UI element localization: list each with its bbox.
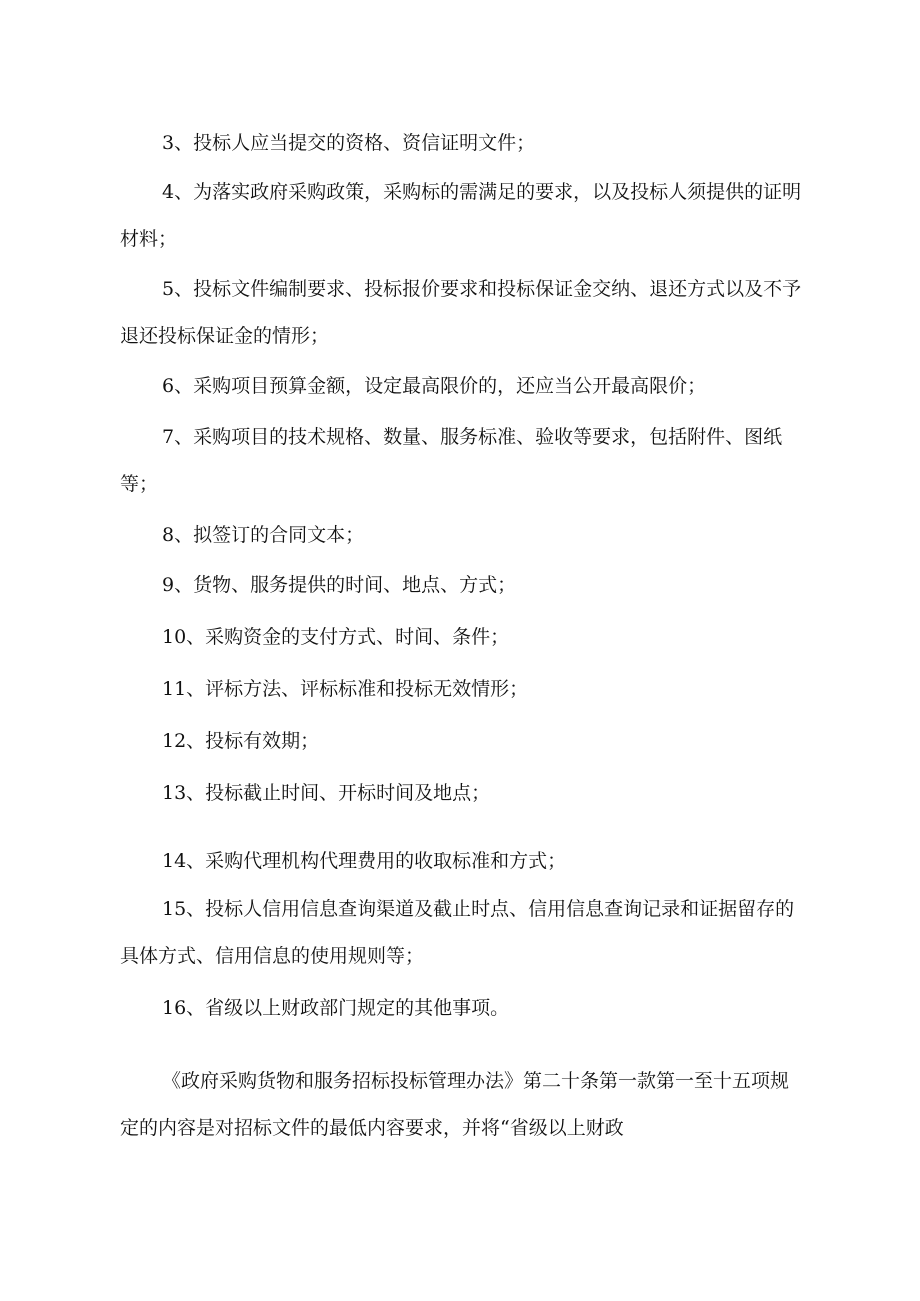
list-item-8: 8、拟签订的合同文本； bbox=[162, 524, 365, 546]
list-item-16: 16、省级以上财政部门规定的其他事项。 bbox=[162, 997, 510, 1019]
list-item-4: 4、为落实政府采购政策，采购标的需满足的要求，以及投标人须提供的证明材料； bbox=[120, 181, 802, 250]
list-item-14: 14、采购代理机构代理费用的收取标准和方式； bbox=[162, 850, 567, 872]
list-item-5: 5、投标文件编制要求、投标报价要求和投标保证金交纳、退还方式以及不予退还投标保证金的情形； bbox=[120, 278, 802, 347]
list-item-13: 13、投标截止时间、开标时间及地点； bbox=[162, 782, 491, 804]
list-item-7: 7、采购项目的技术规格、数量、服务标准、验收等要求，包括附件、图纸等； bbox=[120, 426, 783, 495]
list-item-3: 3、投标人应当提交的资格、资信证明文件； bbox=[162, 132, 536, 154]
list-item-9: 9、货物、服务提供的时间、地点、方式； bbox=[162, 574, 517, 596]
closing-paragraph: 《政府采购货物和服务招标投标管理办法》第二十条第一款第一至十五项规定的内容是对招标文件的最低内容要求，并将“省级以上财政 bbox=[120, 1070, 790, 1139]
list-item-10: 10、采购资金的支付方式、时间、条件； bbox=[162, 626, 510, 648]
list-item-6: 6、采购项目预算金额，设定最高限价的，还应当公开最高限价； bbox=[162, 375, 707, 397]
list-item-15: 15、投标人信用信息查询渠道及截止时点、信用信息查询记录和证据留存的具体方式、信用信息的使用规则等； bbox=[120, 898, 795, 967]
list-item-11: 11、评标方法、评标标准和投标无效情形； bbox=[162, 678, 529, 700]
list-item-12: 12、投标有效期； bbox=[162, 730, 320, 752]
